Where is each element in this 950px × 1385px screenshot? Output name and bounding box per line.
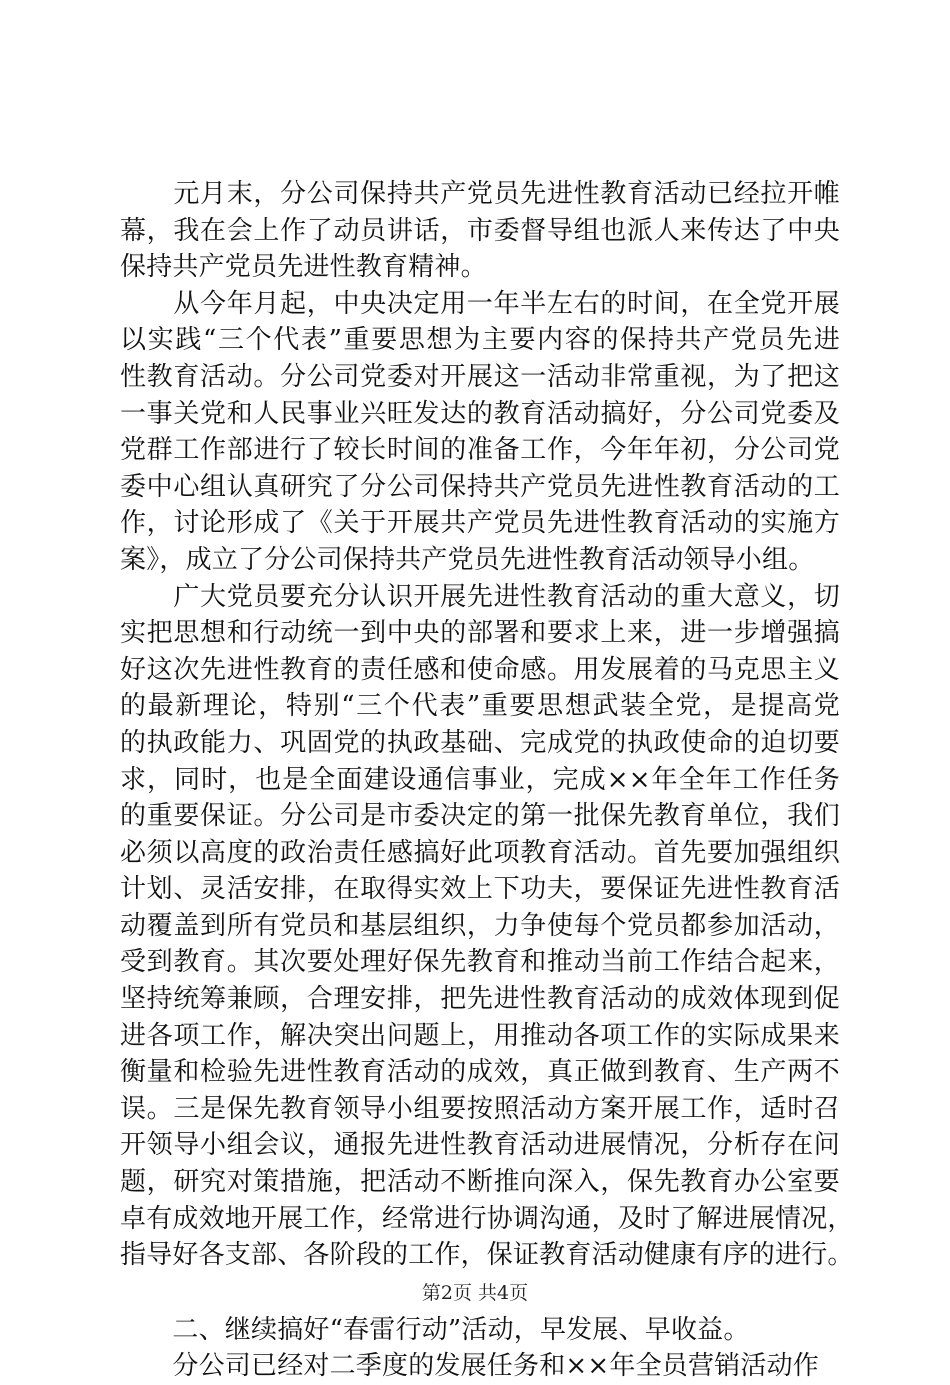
text-line: 广大党员要充分认识开展先进性教育活动的重大意义，切 (120, 581, 840, 612)
text-line: 题，研究对策措施，把活动不断推向深入，保先教育办公室要 (120, 1167, 840, 1198)
text-line: 动覆盖到所有党员和基层组织，力争使每个党员都参加活动， (120, 910, 840, 941)
text-line: 一事关党和人民事业兴旺发达的教育活动搞好，分公司党委及 (120, 398, 840, 429)
text-line: 的最新理论，特别“三个代表”重要思想武装全党，是提高党 (120, 691, 840, 722)
text-line: 的执政能力、巩固党的执政基础、完成党的执政使命的迫切要 (120, 727, 840, 758)
text-line: 卓有成效地开展工作，经常进行协调沟通，及时了解进展情况， (120, 1203, 854, 1234)
text-line: 实把思想和行动统一到中央的部署和要求上来，进一步增强搞 (120, 618, 840, 649)
paragraph (120, 1348, 840, 1385)
text-line: 坚持统筹兼顾，合理安排，把先进性教育活动的成效体现到促 (120, 984, 840, 1015)
paragraph (120, 1312, 840, 1349)
text-line: 案》，成立了分公司保持共产党员先进性教育活动领导小组。 (120, 544, 815, 575)
text-line: 指导好各支部、各阶段的工作，保证教育活动健康有序的进行。 (120, 1240, 854, 1271)
text-line: 衡量和检验先进性教育活动的成效，真正做到教育、生产两不 (120, 1057, 840, 1088)
text-line: 以实践“三个代表”重要思想为主要内容的保持共产党员先进 (120, 325, 840, 356)
text-line: 开领导小组会议，通报先进性教育活动进展情况，分析存在问 (120, 1130, 840, 1161)
text-line: 幕，我在会上作了动员讲话，市委督导组也派人来传达了中央 (120, 215, 840, 246)
text-line: 党群工作部进行了较长时间的准备工作，今年年初，分公司党 (120, 435, 840, 466)
page-footer: 第2页 共4页 (421, 1282, 529, 1304)
text-line: 分公司已经对二季度的发展任务和××年全员营销活动作 (120, 1351, 819, 1382)
paragraph (120, 176, 840, 286)
text-line: 从今年月起，中央决定用一年半左右的时间，在全党开展 (120, 288, 840, 319)
text-line: 求，同时，也是全面建设通信事业，完成××年全年工作任务 (120, 764, 840, 795)
text-line: 必须以高度的政治责任感搞好此项教育活动。首先要加强组织 (120, 837, 840, 868)
paragraph (120, 579, 854, 1274)
text-line: 进各项工作，解决突出问题上，用推动各项工作的实际成果来 (120, 1020, 840, 1051)
text-line: 委中心组认真研究了分公司保持共产党员先进性教育活动的工 (120, 471, 840, 502)
text-line: 元月末，分公司保持共产党员先进性教育活动已经拉开帷 (120, 179, 840, 209)
paragraph (120, 286, 840, 579)
document-body (120, 176, 854, 1385)
text-line: 保持共产党员先进性教育精神。 (120, 252, 487, 283)
text-line: 好这次先进性教育的责任感和使命感。用发展着的马克思主义 (120, 654, 840, 685)
text-line: 作，讨论形成了《关于开展共产党员先进性教育活动的实施方 (120, 508, 840, 539)
text-line: 受到教育。其次要处理好保先教育和推动当前工作结合起来， (120, 947, 840, 978)
text-line: 性教育活动。分公司党委对开展这一活动非常重视，为了把这 (120, 361, 840, 392)
text-line: 计划、灵活安排，在取得实效上下功夫，要保证先进性教育活 (120, 874, 840, 905)
text-line: 误。三是保先教育领导小组要按照活动方案开展工作，适时召 (120, 1093, 840, 1124)
text-line: 的重要保证。分公司是市委决定的第一批保先教育单位，我们 (120, 801, 840, 832)
text-line: 二、继续搞好“春雷行动”活动，早发展、早收益。 (120, 1314, 750, 1345)
